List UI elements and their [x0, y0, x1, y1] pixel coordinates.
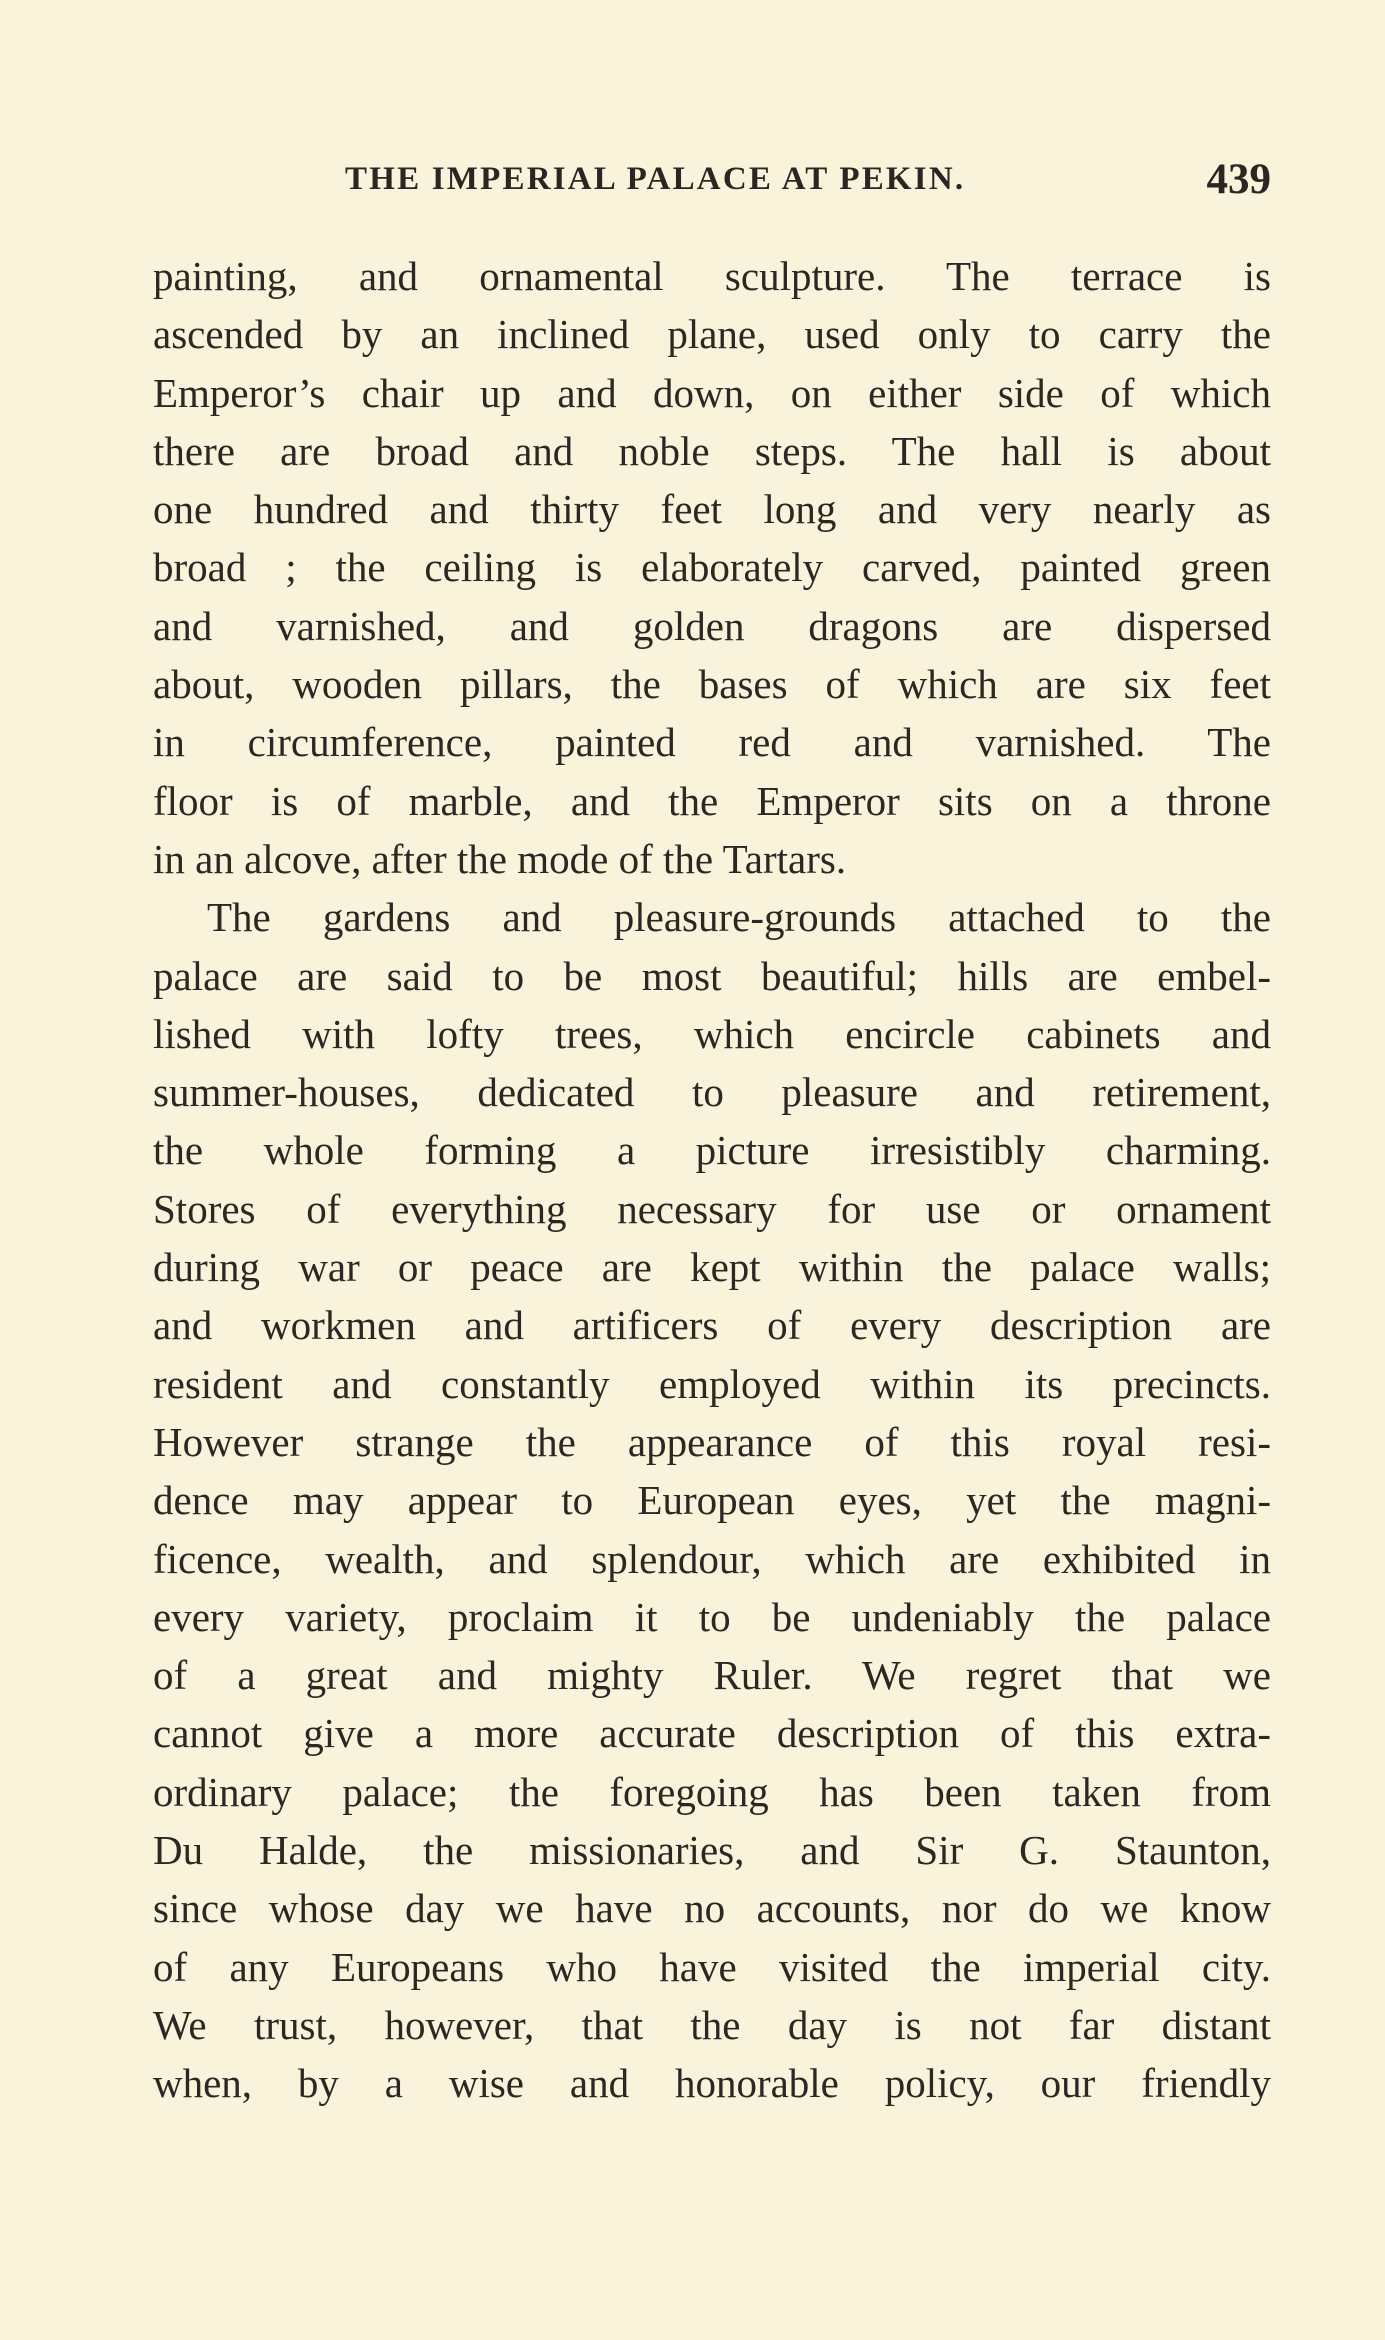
text-line: dence may appear to European eyes, yet the magni-	[153, 1477, 1271, 1524]
page-number: 439	[1206, 156, 1271, 203]
text-line: there are broad and noble steps. The hall is about	[153, 427, 1271, 474]
text-line: when, by a wise and honorable policy, our friendly	[153, 2060, 1271, 2107]
text-line: resident and constantly employed within its precincts.	[153, 1360, 1271, 1407]
text-line: painting, and ornamental sculpture. The terrace is	[153, 253, 1271, 299]
text-line: every variety, proclaim it to be undeniably the palace	[153, 1593, 1271, 1640]
text-line: Du Halde, the missionaries, and Sir G. Staunton,	[153, 1827, 1271, 1874]
text-line: ascended by an inclined plane, used only to carry the	[153, 311, 1271, 358]
running-head	[153, 155, 1271, 215]
text-line: Stores of everything necessary for use or ornament	[153, 1185, 1271, 1232]
text-line: in circumference, painted red and varnished. The	[153, 719, 1271, 766]
text-line-paragraph-end: in an alcove, after the mode of the Tartars.	[153, 835, 847, 882]
text-line: of a great and mighty Ruler. We regret that we	[153, 1652, 1271, 1699]
text-line: ficence, wealth, and splendour, which are exhibited in	[153, 1535, 1271, 1582]
text-line: and workmen and artificers of every description are	[153, 1302, 1271, 1349]
text-line: about, wooden pillars, the bases of which are six feet	[153, 661, 1271, 708]
text-line: floor is of marble, and the Emperor sits on a throne	[153, 777, 1271, 824]
text-line: of any Europeans who have visited the imperial city.	[153, 1943, 1271, 1990]
text-line: palace are said to be most beautiful; hills are embel-	[153, 952, 1271, 999]
text-line: during war or peace are kept within the palace walls;	[153, 1244, 1271, 1291]
text-line: ordinary palace; the foregoing has been taken from	[153, 1768, 1271, 1815]
text-line: cannot give a more accurate description of this extra-	[153, 1710, 1271, 1757]
text-line-paragraph-start: The gardens and pleasure-grounds attached to the	[207, 894, 1271, 941]
running-head-title: THE IMPERIAL PALACE AT PEKIN.	[345, 161, 966, 197]
text-line: one hundred and thirty feet long and very nearly as	[153, 486, 1271, 533]
text-line: However strange the appearance of this royal resi-	[153, 1418, 1271, 1465]
text-line: since whose day we have no accounts, nor do we know	[153, 1885, 1271, 1932]
text-line: Emperor’s chair up and down, on either side of which	[153, 369, 1271, 416]
text-line: lished with lofty trees, which encircle cabinets and	[153, 1010, 1271, 1057]
text-line: summer-houses, dedicated to pleasure and retirement,	[153, 1069, 1271, 1116]
text-line: broad ; the ceiling is elaborately carved, painted green	[153, 544, 1271, 591]
text-line: the whole forming a picture irresistibly charming.	[153, 1127, 1271, 1174]
body-text	[153, 247, 1271, 2113]
text-line: We trust, however, that the day is not far distant	[153, 2001, 1271, 2048]
text-line: and varnished, and golden dragons are dispersed	[153, 602, 1271, 649]
